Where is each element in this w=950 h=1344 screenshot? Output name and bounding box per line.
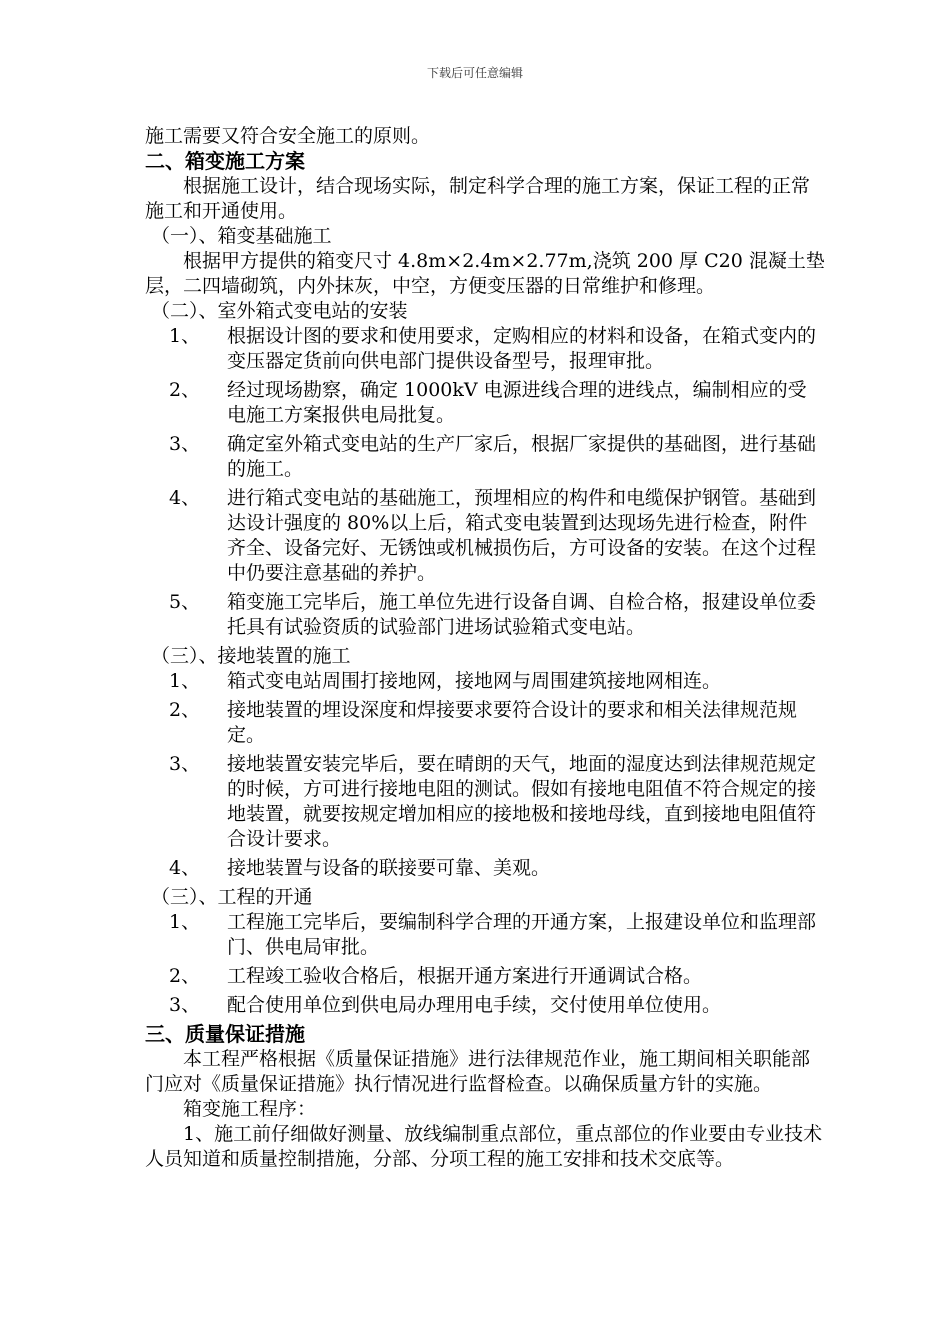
section-3-procedure-label: 箱变施工程序：	[183, 1098, 317, 1120]
section-2-paragraph: 根据施工设计，结合现场实际，制定科学合理的施工方案，保证工程的正常施工和开通使用。	[145, 175, 811, 222]
list-item-text: 配合使用单位到供电局办理用电手续，交付使用单位使用。	[227, 994, 722, 1016]
list-item-number: 3、	[169, 753, 201, 775]
list-item-number: 4、	[169, 487, 201, 509]
list-item-text: 接地装置与设备的联接要可靠、美观。	[227, 857, 551, 879]
subsection-2-list	[145, 324, 825, 644]
list-item	[145, 910, 825, 964]
subsection-2-title: （二）、室外箱式变电站的安装	[151, 300, 408, 322]
list-item-number: 5、	[169, 591, 201, 613]
subsection-4-list	[145, 910, 825, 1022]
list-item	[145, 324, 825, 378]
list-item-text: 根据设计图的要求和使用要求，定购相应的材料和设备，在箱式变内的变压器定货前向供电部门提供设备型号，报理审批。	[227, 325, 817, 372]
document-body	[145, 124, 825, 1172]
section-3-paragraph: 本工程严格根据《质量保证措施》进行法律规范作业，施工期间相关职能部门应对《质量保证措施》执行情况进行监督检查。以确保质量方针的实施。	[145, 1048, 811, 1095]
list-item-text: 接地装置安装完毕后，要在晴朗的天气，地面的湿度达到法律规范规定的时候，方可进行接地电阻的测试。假如有接地电阻值不符合规定的接地装置，就要按规定增加相应的接地极和接地母线，直到接地电阻值符合设计要求。	[227, 753, 817, 850]
list-item-number: 3、	[169, 433, 201, 455]
list-item-number: 1、	[169, 911, 201, 933]
list-item-text: 箱式变电站周围打接地网，接地网与周围建筑接地网相连。	[227, 670, 722, 692]
list-item-text: 工程竣工验收合格后，根据开通方案进行开通调试合格。	[227, 965, 703, 987]
page-header-note: 下载后可任意编辑	[426, 66, 523, 80]
list-item-number: 2、	[169, 379, 201, 401]
list-item-text: 接地装置的埋设深度和焊接要求要符合设计的要求和相关法律规范规定。	[227, 699, 798, 746]
list-item-number: 4、	[169, 857, 201, 879]
list-item-number: 2、	[169, 965, 201, 987]
list-item	[145, 378, 825, 432]
list-item-text: 经过现场勘察，确定 1000kV 电源进线合理的进线点，编制相应的受电施工方案报供电局批复。	[227, 379, 807, 426]
section-3-title: 三、质量保证措施	[145, 1022, 305, 1046]
list-item-text: 确定室外箱式变电站的生产厂家后，根据厂家提供的基础图，进行基础的施工。	[227, 433, 817, 480]
list-item	[145, 964, 825, 993]
intro-tail: 施工需要又符合安全施工的原则。	[145, 125, 431, 147]
list-item	[145, 752, 825, 856]
subsection-3-list	[145, 669, 825, 885]
section-2-title: 二、箱变施工方案	[145, 149, 305, 173]
list-item	[145, 590, 825, 644]
list-item-number: 2、	[169, 699, 201, 721]
list-item-number: 1、	[169, 325, 201, 347]
list-item-number: 3、	[169, 994, 201, 1016]
list-item	[145, 669, 825, 698]
list-item-text: 进行箱式变电站的基础施工，预埋相应的构件和电缆保护钢管。基础到达设计强度的 80%以上后，箱式变电装置到达现场先进行检查，附件齐全、设备完好、无锈蚀或机械损伤后，方可设备的安装。在这个过程中仍要注意基础的养护。	[227, 487, 817, 584]
list-item	[145, 698, 825, 752]
list-item	[145, 856, 825, 885]
section-3-step-1: 1、施工前仔细做好测量、放线编制重点部位，重点部位的作业要由专业技术人员知道和质量控制措施，分部、分项工程的施工安排和技术交底等。	[145, 1123, 823, 1170]
subsection-1-paragraph: 根据甲方提供的箱变尺寸 4.8m×2.4m×2.77m,浇筑 200 厚 C20 混凝土垫层，二四墙砌筑，内外抹灰，中空，方便变压器的日常维护和修理。	[145, 250, 825, 297]
subsection-3-title: （三）、接地装置的施工	[151, 645, 351, 667]
list-item-number: 1、	[169, 670, 201, 692]
subsection-4-title: （三）、工程的开通	[151, 886, 313, 908]
list-item	[145, 432, 825, 486]
list-item	[145, 993, 825, 1022]
list-item-text: 箱变施工完毕后，施工单位先进行设备自调、自检合格，报建设单位委托具有试验资质的试验部门进场试验箱式变电站。	[227, 591, 817, 638]
subsection-1-title: （一）、箱变基础施工	[151, 225, 332, 247]
list-item	[145, 486, 825, 590]
list-item-text: 工程施工完毕后，要编制科学合理的开通方案，上报建设单位和监理部门、供电局审批。	[227, 911, 817, 958]
